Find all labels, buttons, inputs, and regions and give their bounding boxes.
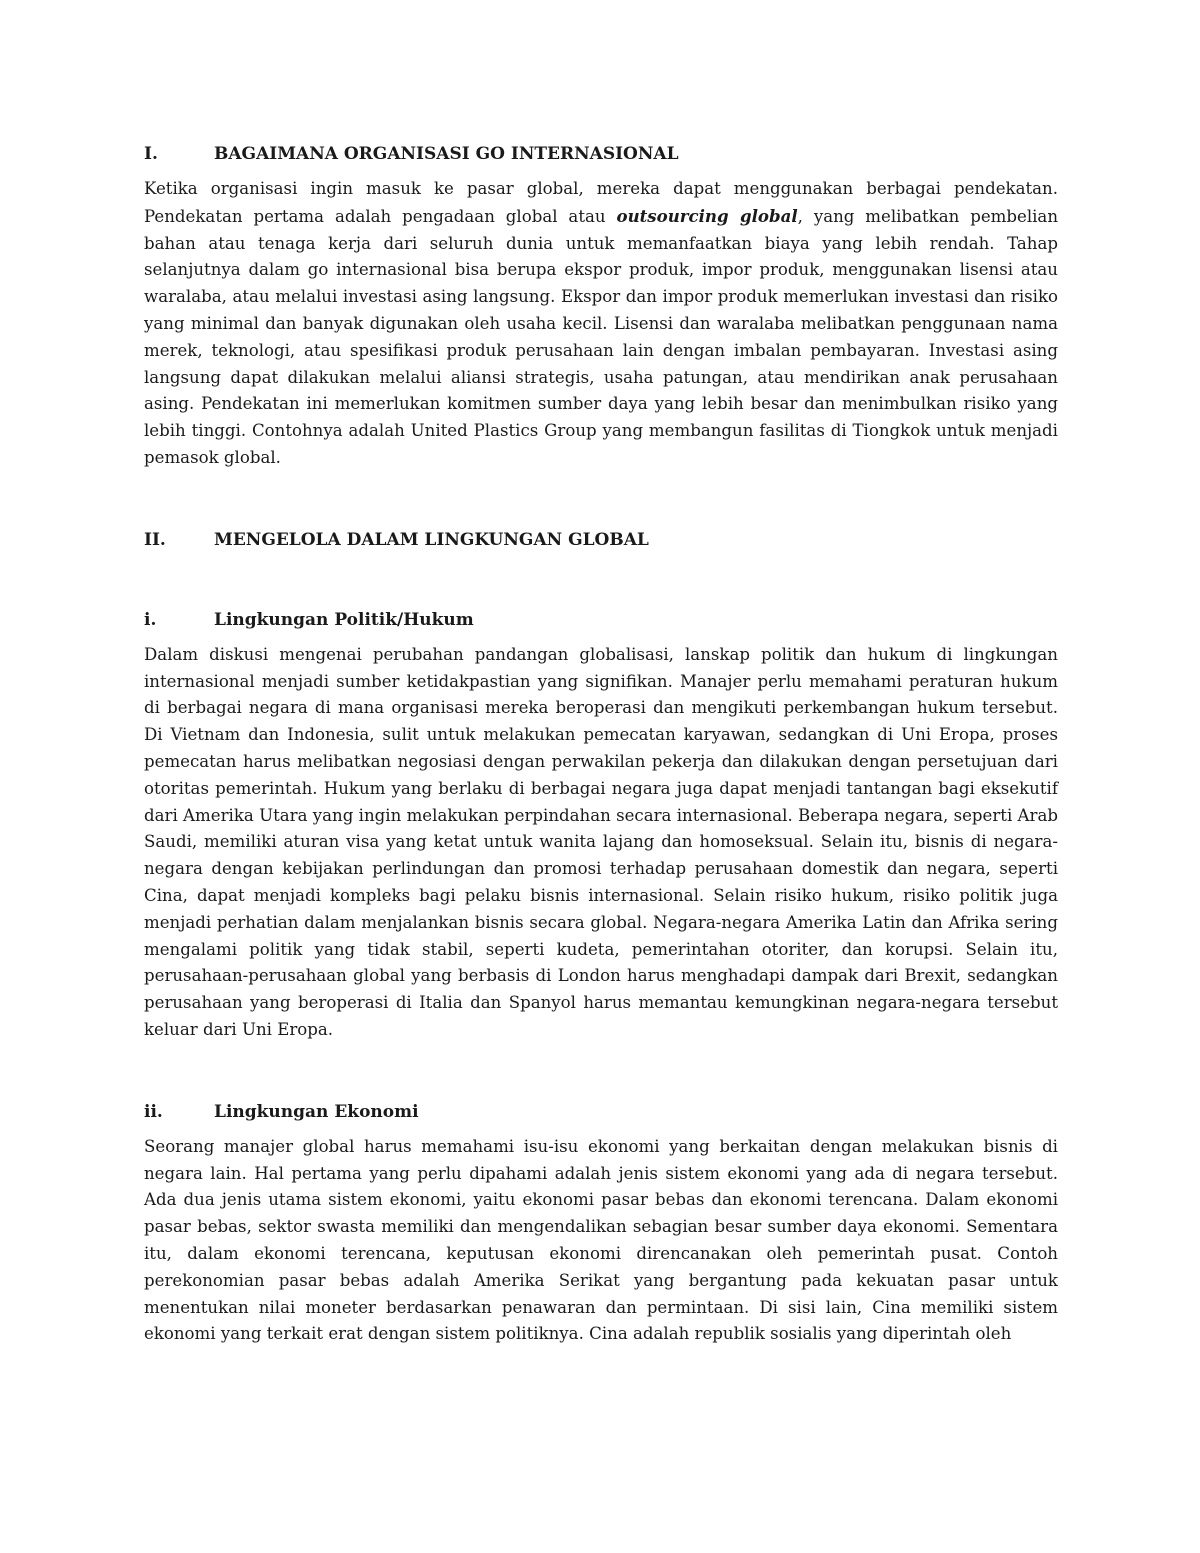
subsection-2-paragraph: Seorang manajer global harus memahami isu-isu ekonomi yang berkaitan dengan melakukan bisnis di negara lain. Hal pertama yang perlu dipahami adalah jenis sistem ekonomi yang ada di negara tersebut. Ada dua jenis utama sistem ekonomi, yaitu ekonomi pasar bebas dan ekonomi terencana. Dalam ekonomi pasar bebas, sektor swasta memiliki dan mengendalikan sebagian besar sumber daya ekonomi. Sementara itu, dalam ekonomi terencana, keputusan ekonomi direncanakan oleh pemerintah pusat. Contoh perekonomian pasar bebas adalah Amerika Serikat yang bergantung pada kekuatan pasar untuk menentukan nilai moneter berdasarkan penawaran dan permintaan. Di sisi lain, Cina memiliki sistem ekonomi yang terkait erat dengan sistem politiknya. Cina adalah republik sosialis yang diperintah oleh xyxy=(144,1136,1058,1344)
section-1-paragraph xyxy=(144,176,1058,472)
section-heading-2 xyxy=(144,526,1058,554)
section-title: BAGAIMANA ORGANISASI GO INTERNASIONAL xyxy=(214,144,679,164)
paragraph-text: , yang melibatkan pembelian bahan atau tenaga kerja dari seluruh dunia untuk memanfaatkan biaya yang lebih rendah. Tahap selanjutnya dalam go internasional bisa berupa ekspor produk, impor produk, menggunakan lisensi atau waralaba, atau melalui investasi asing langsung. Ekspor dan impor produk memerlukan investasi dan risiko yang minimal dan banyak digunakan oleh usaha kecil. Lisensi dan waralaba melibatkan penggunaan nama merek, teknologi, atau spesifikasi produk perusahaan lain dengan imbalan pembayaran. Investasi asing langsung dapat dilakukan melalui aliansi strategis, usaha patungan, atau mendirikan anak perusahaan asing. Pendekatan ini memerlukan komitmen sumber daya yang lebih besar dan menimbulkan risiko yang lebih tinggi. Contohnya adalah United Plastics Group yang membangun fasilitas di Tiongkok untuk menjadi pemasok global. xyxy=(144,206,1059,467)
subsection-title: Lingkungan Ekonomi xyxy=(214,1101,419,1122)
section-number: II. xyxy=(144,529,166,550)
paragraph-text: Ketika organisasi ingin masuk ke pasar global, mereka dapat menggunakan berbagai pendekatan. Pendekatan pertama adalah pengadaan global atau xyxy=(144,179,1058,226)
section-heading-1 xyxy=(144,140,1058,168)
document-page xyxy=(144,140,1058,1348)
subsection-heading-1 xyxy=(144,606,1058,634)
subsection-title: Lingkungan Politik/Hukum xyxy=(214,609,474,630)
subsection-1-paragraph: Dalam diskusi mengenai perubahan pandangan globalisasi, lanskap politik dan hukum di lingkungan internasional menjadi sumber ketidakpastian yang signifikan. Manajer perlu memahami peraturan hukum di berbagai negara di mana organisasi mereka beroperasi dan mengikuti perkembangan hukum tersebut. Di Vietnam dan Indonesia, sulit untuk melakukan pemecatan karyawan, sedangkan di Uni Eropa, proses pemecatan harus melibatkan negosiasi dengan perwakilan pekerja dan dilakukan dengan persetujuan dari otoritas pemerintah. Hukum yang berlaku di berbagai negara juga dapat menjadi tantangan bagi eksekutif dari Amerika Utara yang ingin melakukan perpindahan secara internasional. Beberapa negara, seperti Arab Saudi, memiliki aturan visa yang ketat untuk wanita lajang dan homoseksual. Selain itu, bisnis di negara-negara dengan kebijakan perlindungan dan promosi terhadap perusahaan domestik dan negara, seperti Cina, dapat menjadi kompleks bagi pelaku bisnis internasional. Selain risiko hukum, risiko politik juga menjadi perhatian dalam menjalankan bisnis secara global. Negara-negara Amerika Latin dan Afrika sering mengalami politik yang tidak stabil, seperti kudeta, pemerintahan otoriter, dan korupsi. Selain itu, perusahaan-perusahaan global yang berbasis di London harus menghadapi dampak dari Brexit, sedangkan perusahaan yang beroperasi di Italia dan Spanyol harus memantau kemungkinan negara-negara tersebut keluar dari Uni Eropa. xyxy=(144,644,1058,1039)
subsection-number: i. xyxy=(144,609,157,630)
section-number: I. xyxy=(144,144,158,164)
subsection-heading-2 xyxy=(144,1098,1058,1126)
section-title: MENGELOLA DALAM LINGKUNGAN GLOBAL xyxy=(214,529,649,550)
subsection-number: ii. xyxy=(144,1101,163,1122)
emphasis-term: outsourcing global xyxy=(616,205,798,226)
